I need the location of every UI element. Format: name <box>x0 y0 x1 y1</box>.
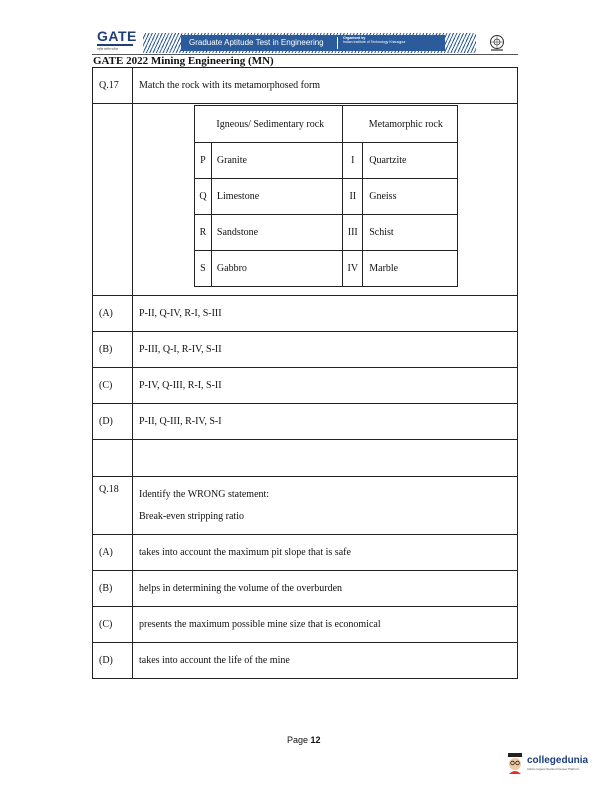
option-label: (C) <box>93 607 133 642</box>
value-left: Granite <box>211 143 342 179</box>
q17-option-b <box>92 332 518 368</box>
option-text: P-IV, Q-III, R-I, S-II <box>139 380 222 391</box>
gate-logo-text: GATE <box>97 28 137 44</box>
page-number <box>287 735 321 745</box>
key-left: S <box>195 251 212 287</box>
value-left: Limestone <box>211 179 342 215</box>
match-row <box>195 143 458 179</box>
banner-organizer <box>343 36 406 44</box>
key-right: III <box>343 215 363 251</box>
mascot-icon <box>505 752 525 776</box>
brand-tagline: India's largest Student Review Platform <box>527 767 580 771</box>
value-right: Quartzite <box>363 143 458 179</box>
col2-header: Metamorphic rock <box>363 106 458 143</box>
col1-header: Igneous/ Sedimentary rock <box>211 106 342 143</box>
key-right: II <box>343 179 363 215</box>
key-right: IV <box>343 251 363 287</box>
q18-option-c <box>92 607 518 643</box>
option-label: (A) <box>93 535 133 570</box>
q17-number: Q.17 <box>93 68 133 103</box>
value-right: Marble <box>363 251 458 287</box>
key-left: R <box>195 215 212 251</box>
match-row <box>195 251 458 287</box>
header-banner <box>143 33 476 53</box>
value-left: Gabbro <box>211 251 342 287</box>
q17-option-a <box>92 296 518 332</box>
option-text: P-II, Q-III, R-IV, S-I <box>139 416 222 427</box>
q18-stem-line2: Break-even stripping ratio <box>139 511 244 522</box>
q18-stem-row <box>92 472 518 535</box>
option-label: (D) <box>93 643 133 678</box>
key-left: P <box>195 143 212 179</box>
q18-option-d <box>92 643 518 679</box>
value-right: Schist <box>363 215 458 251</box>
organizer-label: Organised by <box>343 36 366 40</box>
q17-stem-row <box>92 67 518 104</box>
q17-option-d <box>92 404 518 440</box>
option-text: P-III, Q-I, R-IV, S-II <box>139 344 222 355</box>
option-label: (B) <box>93 332 133 367</box>
option-text: takes into account the life of the mine <box>139 655 290 666</box>
page-label: Page <box>287 735 309 745</box>
q18-option-b <box>92 571 518 607</box>
q18-stem-line1: Identify the WRONG statement: <box>139 489 270 500</box>
option-label: (A) <box>93 296 133 331</box>
brand-name: collegedunia <box>527 755 589 766</box>
option-text: P-II, Q-IV, R-I, S-III <box>139 308 222 319</box>
key-right: I <box>343 143 363 179</box>
option-text: takes into account the maximum pit slope that is safe <box>139 547 351 558</box>
option-label: (D) <box>93 404 133 439</box>
option-label: (C) <box>93 368 133 403</box>
key-left: Q <box>195 179 212 215</box>
option-label: (B) <box>93 571 133 606</box>
value-right: Gneiss <box>363 179 458 215</box>
q17-matching-table <box>194 105 458 287</box>
q17-stem: Match the rock with its metamorphosed form <box>139 80 321 91</box>
option-text: helps in determining the volume of the overburden <box>139 583 343 594</box>
organizer-name: Indian Institute of Technology Kharagpur <box>343 40 406 44</box>
banner-title: Graduate Aptitude Test in Engineering <box>189 38 324 47</box>
q18-number: Q.18 <box>93 472 133 534</box>
collegedunia-logo <box>505 752 589 778</box>
paper-title: GATE 2022 Mining Engineering (MN) <box>93 55 274 67</box>
gate-logo-subtext: राष्ट्रीय स्तरीय परीक्षा <box>97 47 119 51</box>
option-text: presents the maximum possible mine size that is economical <box>139 619 381 630</box>
match-row <box>195 215 458 251</box>
q17-option-c <box>92 368 518 404</box>
page-number-value: 12 <box>310 735 321 745</box>
match-row <box>195 179 458 215</box>
q18-option-a <box>92 535 518 571</box>
value-left: Sandstone <box>211 215 342 251</box>
iit-kgp-emblem-icon <box>488 34 506 52</box>
